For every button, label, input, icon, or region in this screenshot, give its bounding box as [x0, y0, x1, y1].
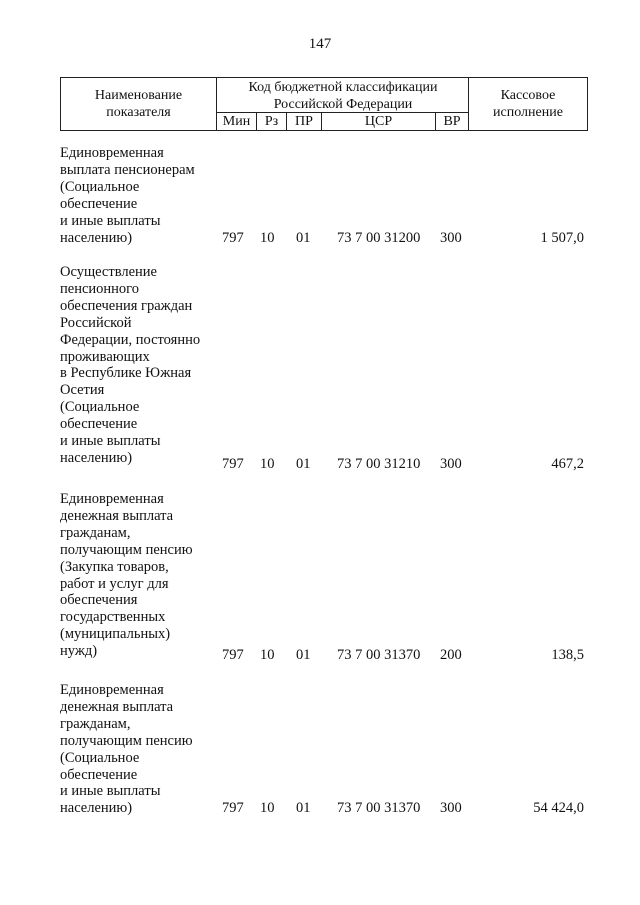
- cell-amount: 1 507,0: [540, 230, 584, 246]
- name-line: (Социальное: [60, 399, 140, 416]
- name-line: Осуществление: [60, 264, 157, 280]
- name-line: Единовременная: [60, 145, 164, 161]
- cell-pr: 01: [296, 647, 311, 663]
- cell-csr: 73 7 00 31210: [337, 456, 421, 472]
- name-line: Российской: [60, 314, 132, 331]
- name-line: работ и услуг для: [60, 575, 169, 592]
- header-name-line-2: показателя: [106, 105, 171, 120]
- name-line: в Республике Южная: [60, 365, 192, 382]
- name-line: населению): [60, 800, 133, 817]
- name-line: (Закупка товаров,: [60, 558, 169, 575]
- cell-min: 797: [222, 647, 244, 663]
- header-col-csr: ЦСР: [364, 114, 393, 129]
- cell-csr: 73 7 00 31370: [337, 800, 421, 816]
- cell-pr: 01: [296, 230, 311, 246]
- name-line: проживающих: [60, 348, 150, 365]
- row-name: [60, 264, 220, 467]
- header-col-vr: ВР: [443, 114, 461, 129]
- cell-min: 797: [222, 800, 244, 816]
- cell-pr: 01: [296, 800, 311, 816]
- name-line: выплата пенсионерам: [60, 161, 195, 178]
- cell-vr: 300: [440, 456, 462, 472]
- row-name: [60, 682, 220, 817]
- name-line: Единовременная: [60, 491, 164, 507]
- header-code-line-2: Российской Федерации: [273, 97, 413, 112]
- cell-amount: 138,5: [551, 647, 584, 663]
- name-line: Федерации, постоянно: [60, 331, 201, 348]
- row-name: [60, 145, 220, 246]
- cell-csr: 73 7 00 31200: [337, 230, 421, 246]
- name-line: Единовременная: [60, 682, 164, 698]
- cell-csr: 73 7 00 31370: [337, 647, 421, 663]
- name-line: денежная выплата: [60, 698, 174, 715]
- name-line: обеспечение: [60, 195, 138, 212]
- name-line: (муниципальных): [60, 626, 171, 643]
- cell-min: 797: [222, 456, 244, 472]
- header-name-line-1: Наименование: [94, 88, 183, 103]
- name-line: денежная выплата: [60, 507, 174, 524]
- name-line: гражданам,: [60, 715, 131, 732]
- name-line: и иные выплаты: [60, 783, 161, 800]
- row-name: [60, 491, 220, 660]
- header-amount-line-2: исполнение: [493, 105, 563, 120]
- header-col-min: Мин: [222, 114, 251, 129]
- name-line: получающим пенсию: [60, 732, 193, 749]
- header-col-rz: Рз: [264, 114, 279, 129]
- header-code-group: [217, 79, 469, 113]
- name-line: населению): [60, 229, 133, 246]
- name-line: обеспечения граждан: [60, 297, 193, 314]
- name-line: государственных: [60, 609, 166, 626]
- cell-vr: 300: [440, 800, 462, 816]
- header-amount-column: [469, 87, 587, 121]
- name-line: получающим пенсию: [60, 541, 193, 558]
- cell-rz: 10: [260, 456, 275, 472]
- name-line: населению): [60, 449, 133, 466]
- name-line: обеспечение: [60, 416, 138, 433]
- name-line: нужд): [60, 643, 98, 660]
- page-number: 147: [308, 36, 332, 52]
- name-line: и иные выплаты: [60, 212, 161, 229]
- name-line: пенсионного: [60, 280, 140, 297]
- name-line: (Социальное: [60, 749, 140, 766]
- cell-rz: 10: [260, 647, 275, 663]
- header-col-pr: ПР: [295, 114, 313, 129]
- name-line: и иные выплаты: [60, 433, 161, 450]
- name-line: гражданам,: [60, 524, 131, 541]
- header-amount-line-1: Кассовое: [500, 88, 556, 103]
- name-line: (Социальное: [60, 178, 140, 195]
- cell-vr: 200: [440, 647, 462, 663]
- cell-pr: 01: [296, 456, 311, 472]
- header-code-line-1: Код бюджетной классификации: [248, 80, 438, 95]
- cell-rz: 10: [260, 800, 275, 816]
- cell-amount: 467,2: [551, 456, 584, 472]
- name-line: Осетия: [60, 382, 105, 399]
- name-line: обеспечение: [60, 766, 138, 783]
- cell-min: 797: [222, 230, 244, 246]
- header-name-column: [61, 87, 216, 121]
- cell-amount: 54 424,0: [533, 800, 584, 816]
- name-line: обеспечения: [60, 592, 138, 609]
- cell-rz: 10: [260, 230, 275, 246]
- cell-vr: 300: [440, 230, 462, 246]
- table-header: [60, 77, 588, 131]
